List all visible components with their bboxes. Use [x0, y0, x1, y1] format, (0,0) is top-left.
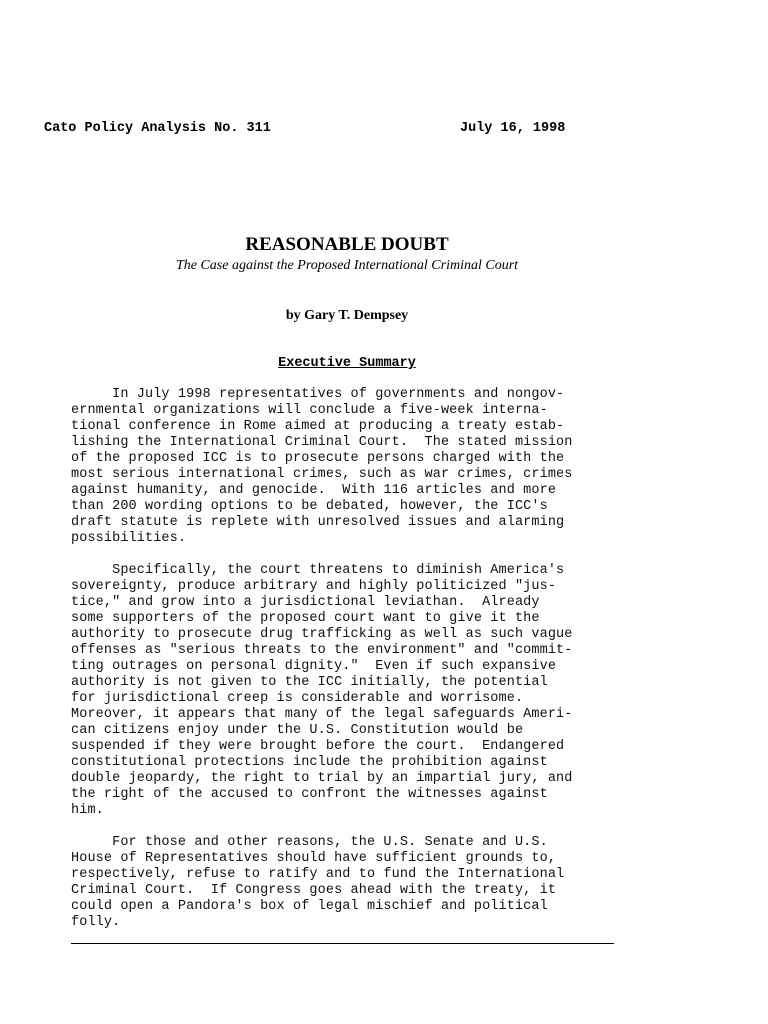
executive-summary-body: [71, 387, 631, 947]
summary-paragraph-2: Specifically, the court threatens to diminish America's sovereignty, produce arbitrary and highly politicized "jus- tice," and grow into a jurisdictional leviathan. Already some supporters of the proposed court want to give it the authority to prosecute drug trafficking as well as such vague offenses as "serious threats to the environment" and "commit- ting outrages on personal dignity." Even if such expansive authority is not given to the ICC initially, the potential for jurisdictional creep is considerable and worrisome. Moreover, it appears that many of the legal safeguards Ameri- can citizens enjoy under the U.S. Constitution would be suspended if they were brought before the court. Endangered constitutional protections include the prohibition against double jeopardy, the right to trial by an impartial jury, and the right of the accused to confront the witnesses against him.: [71, 563, 573, 818]
publication-header: [44, 120, 604, 138]
footer-divider: [71, 943, 614, 944]
publication-number: Cato Policy Analysis No. 311: [44, 121, 271, 136]
document-subtitle: The Case against the Proposed International Criminal Court: [175, 258, 519, 273]
author-byline: by Gary T. Dempsey: [285, 308, 409, 323]
summary-paragraph-3: For those and other reasons, the U.S. Senate and U.S. House of Representatives should have sufficient grounds to, respectively, refuse to ratify and to fund the International Criminal Court. If Congress goes ahead with the treaty, it could open a Pandora's box of legal mischief and political folly.: [71, 835, 565, 930]
document-title: REASONABLE DOUBT: [245, 234, 449, 255]
publication-date: July 16, 1998: [460, 121, 566, 136]
summary-paragraph-1: In July 1998 representatives of governments and nongov- ernmental organizations will conclude a five-week interna- tional conference in Rome aimed at producing a treaty estab- lishing the International Criminal Court. The stated mission of the proposed ICC is to prosecute persons charged with the most serious international crimes, such as war crimes, crimes against humanity, and genocide. With 116 articles and more than 200 wording options to be debated, however, the ICC's draft statute is replete with unresolved issues and alarming possibilities.: [71, 387, 573, 546]
executive-summary-heading: Executive Summary: [278, 356, 416, 371]
